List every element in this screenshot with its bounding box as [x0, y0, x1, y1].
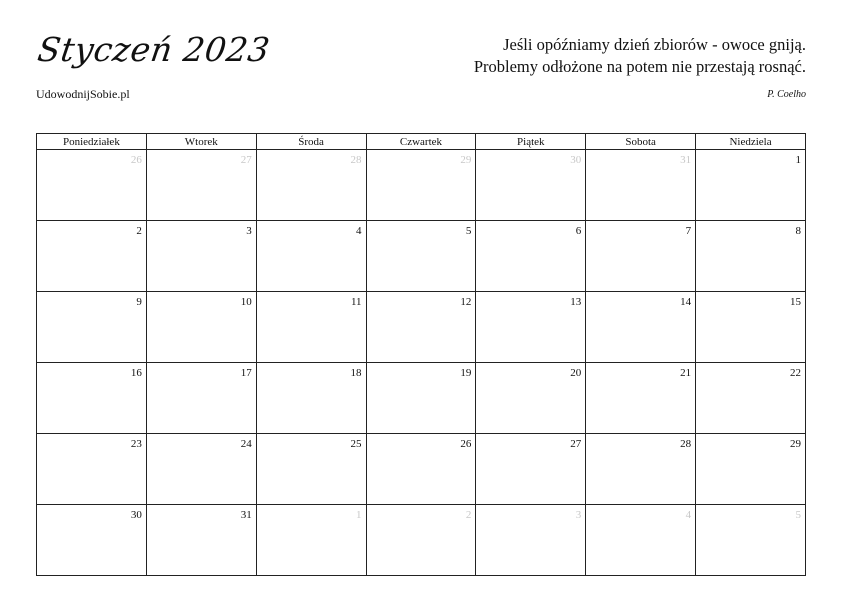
- quote: [474, 34, 806, 78]
- calendar-day-cell[interactable]: [696, 434, 806, 505]
- site-name: UdowodnijSobie.pl: [36, 87, 130, 101]
- day-number: 5: [795, 509, 801, 521]
- calendar-day-cell[interactable]: [476, 150, 586, 221]
- day-number: 1: [356, 509, 362, 521]
- day-number: 27: [240, 154, 252, 166]
- day-number: 8: [795, 225, 801, 237]
- calendar-day-cell[interactable]: [366, 292, 476, 363]
- calendar-day-cell[interactable]: [366, 363, 476, 434]
- quote-line-2: Problemy odłożone na potem nie przestają rosnąć.: [473, 57, 806, 76]
- day-number: 17: [240, 367, 252, 379]
- calendar-day-cell[interactable]: [146, 434, 256, 505]
- calendar-day-cell[interactable]: [696, 505, 806, 576]
- day-number: 3: [246, 225, 252, 237]
- day-number: 28: [350, 154, 362, 166]
- calendar-week-row: [37, 221, 806, 292]
- calendar-day-cell[interactable]: [146, 292, 256, 363]
- weekday-header: Wtorek: [146, 134, 256, 150]
- quote-author: P. Coelho: [767, 89, 806, 100]
- calendar-day-cell[interactable]: [586, 505, 696, 576]
- calendar-week-row: [37, 505, 806, 576]
- day-number: 30: [570, 154, 582, 166]
- day-number: 7: [685, 225, 692, 237]
- day-number: 2: [136, 225, 142, 237]
- day-number: 1: [795, 154, 801, 166]
- calendar-day-cell[interactable]: [476, 221, 586, 292]
- calendar-week-row: [37, 292, 806, 363]
- day-number: 29: [790, 438, 801, 450]
- calendar-day-cell[interactable]: [696, 363, 806, 434]
- calendar-week-row: [37, 363, 806, 434]
- calendar-day-cell[interactable]: [586, 292, 696, 363]
- calendar-day-cell[interactable]: [146, 363, 256, 434]
- day-number: 21: [680, 367, 692, 379]
- day-number: 26: [130, 154, 142, 166]
- calendar-day-cell[interactable]: [146, 505, 256, 576]
- calendar-day-cell[interactable]: [37, 221, 147, 292]
- day-number: 3: [575, 509, 582, 521]
- weekday-header-row: [37, 134, 806, 150]
- day-number: 4: [356, 225, 362, 237]
- calendar-day-cell[interactable]: [476, 292, 586, 363]
- calendar-day-cell[interactable]: [476, 434, 586, 505]
- calendar-day-cell[interactable]: [256, 292, 366, 363]
- day-number: 28: [680, 438, 692, 450]
- calendar-day-cell[interactable]: [366, 150, 476, 221]
- calendar-day-cell[interactable]: [37, 150, 147, 221]
- day-number: 29: [460, 154, 472, 166]
- day-number: 5: [465, 225, 472, 237]
- calendar-grid: [36, 133, 806, 576]
- calendar-day-cell[interactable]: [256, 150, 366, 221]
- calendar-day-cell[interactable]: [366, 505, 476, 576]
- calendar-day-cell[interactable]: [256, 221, 366, 292]
- calendar-day-cell[interactable]: [256, 505, 366, 576]
- day-number: 14: [680, 296, 692, 308]
- calendar-day-cell[interactable]: [476, 363, 586, 434]
- calendar-week-row: [37, 150, 806, 221]
- day-number: 24: [240, 438, 252, 450]
- calendar-day-cell[interactable]: [696, 292, 806, 363]
- weekday-header: Czwartek: [366, 134, 476, 150]
- weekday-header: Niedziela: [696, 134, 806, 150]
- day-number: 9: [136, 296, 142, 308]
- weekday-header: Sobota: [586, 134, 696, 150]
- calendar-day-cell[interactable]: [476, 505, 586, 576]
- day-number: 16: [130, 367, 142, 379]
- calendar-day-cell[interactable]: [37, 434, 147, 505]
- calendar-day-cell[interactable]: [37, 363, 147, 434]
- day-number: 31: [240, 509, 252, 521]
- day-number: 12: [460, 296, 472, 308]
- weekday-header: Środa: [256, 134, 366, 150]
- calendar-day-cell[interactable]: [586, 434, 696, 505]
- calendar-day-cell[interactable]: [146, 221, 256, 292]
- day-number: 4: [685, 509, 692, 521]
- quote-line-1: Jeśli opóźniamy dzień zbiorów - owoce gniją.: [503, 35, 806, 54]
- calendar-day-cell[interactable]: [366, 434, 476, 505]
- weekday-header: Piątek: [476, 134, 586, 150]
- day-number: 19: [460, 367, 472, 379]
- calendar-day-cell[interactable]: [586, 150, 696, 221]
- calendar-day-cell[interactable]: [256, 363, 366, 434]
- day-number: 13: [570, 296, 582, 308]
- calendar-day-cell[interactable]: [256, 434, 366, 505]
- day-number: 25: [350, 438, 362, 450]
- day-number: 27: [570, 438, 582, 450]
- calendar-day-cell[interactable]: [146, 150, 256, 221]
- day-number: 11: [350, 296, 362, 308]
- calendar-day-cell[interactable]: [586, 221, 696, 292]
- day-number: 23: [130, 438, 142, 450]
- day-number: 15: [790, 296, 801, 308]
- weekday-header: Poniedziałek: [37, 134, 147, 150]
- day-number: 2: [465, 509, 472, 521]
- calendar-week-row: [37, 434, 806, 505]
- day-number: 30: [130, 509, 142, 521]
- day-number: 6: [575, 225, 582, 237]
- calendar-day-cell[interactable]: [37, 292, 147, 363]
- day-number: 22: [790, 367, 801, 379]
- calendar-day-cell[interactable]: [366, 221, 476, 292]
- calendar-day-cell[interactable]: [696, 221, 806, 292]
- day-number: 20: [570, 367, 582, 379]
- day-number: 10: [240, 296, 252, 308]
- day-number: 31: [680, 154, 692, 166]
- calendar-day-cell[interactable]: [37, 505, 147, 576]
- calendar-day-cell[interactable]: [696, 150, 806, 221]
- month-title: Styczeń 2023: [35, 30, 273, 69]
- day-number: 26: [460, 438, 472, 450]
- calendar-day-cell[interactable]: [586, 363, 696, 434]
- day-number: 18: [350, 367, 362, 379]
